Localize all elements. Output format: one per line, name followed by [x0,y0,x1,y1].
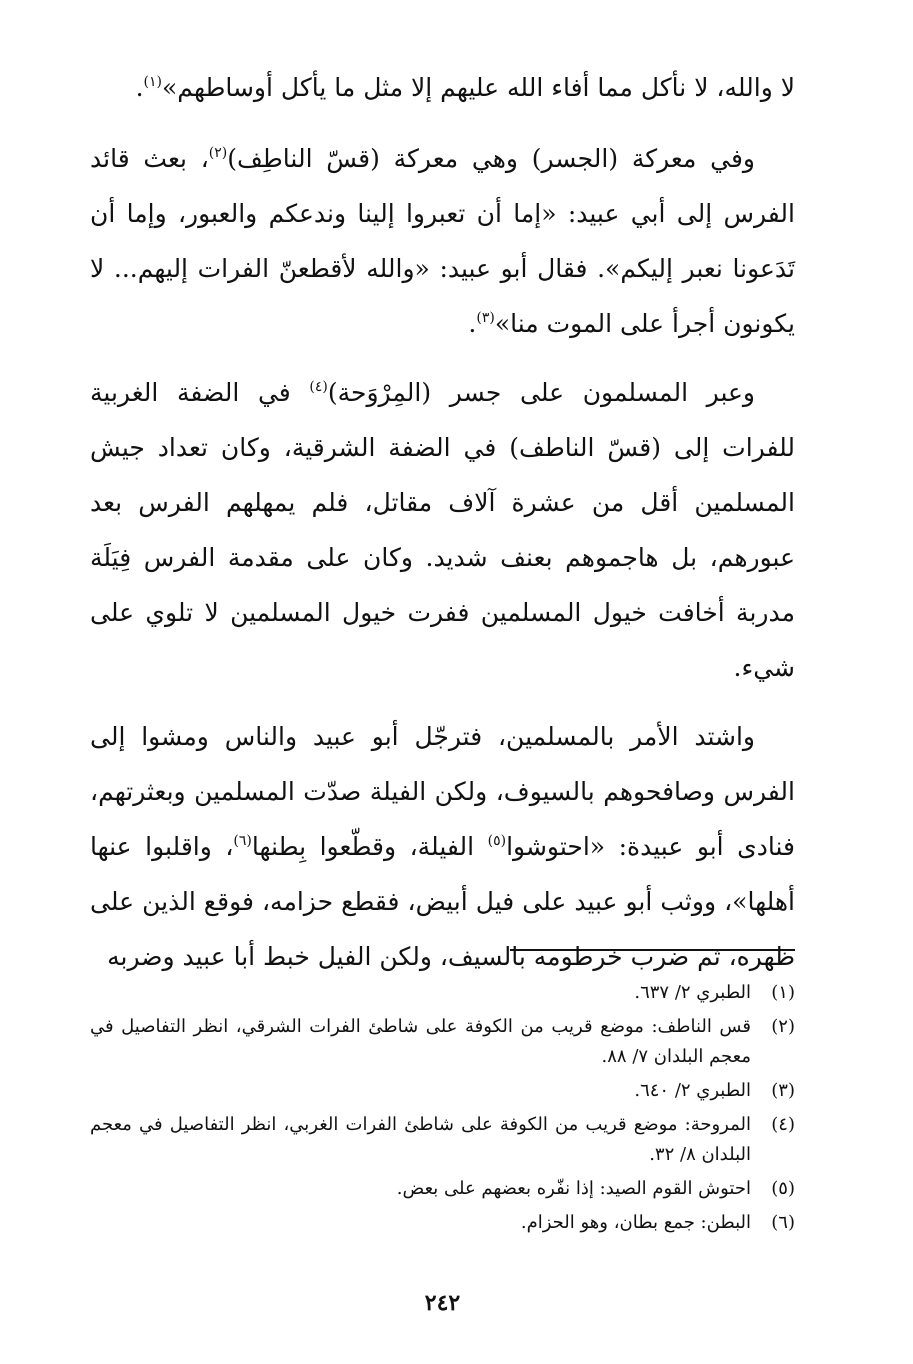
footnote-ref: (٤) [309,379,328,395]
book-page [90,60,795,1364]
footnote-number: (٦) [771,1212,795,1233]
paragraph-4 [90,709,795,984]
footnote-ref: (٥) [487,833,507,849]
footnote-text: قس الناطف: موضع قريب من الكوفة على شاطئ الفرات الشرقي، انظر التفاصيل في معجم البلدان ٧/ ٨٨. [90,1016,751,1067]
footnote-text: البطن: جمع بطان، وهو الحزام. [520,1212,751,1233]
footnote-number: (١) [771,982,795,1003]
footnote-item [90,1076,795,1106]
footnote-text: احتوش القوم الصيد: إذا نفّره بعضهم على بعض. [396,1178,751,1199]
paragraph-3 [90,365,795,695]
paragraph-1 [90,60,795,115]
footnote-item [90,1110,795,1170]
footnote-number: (٤) [771,1114,795,1135]
footnote-item [90,1012,795,1072]
footnote-number: (٢) [771,1016,795,1037]
text-run: . [135,73,144,102]
footnote-separator [510,949,795,951]
footnotes [90,978,795,1242]
footnote-ref: (١) [143,74,163,90]
page-number: ٢٤٢ [424,1290,461,1316]
footnote-number: (٥) [771,1178,795,1199]
text-run: الفيلة، وقطّعوا بِطنها [251,832,488,861]
footnote-ref: (٢) [208,145,228,161]
text-run: ، بعث قائد الفرس إلى أبي عبيد: «إما أن تعبروا إلينا وندعكم والعبور، وإما أن تَدَعونا نعبر إليكم». فقال أبو عبيد: «والله لأقطعنّ الفرات إليهم... لا يكونون أجرأ على الموت منا» [90,144,795,338]
footnote-item [90,1208,795,1238]
text-run: في الضفة الغربية للفرات إلى (قسّ الناطف) في الضفة الشرقية، وكان تعداد جيش المسلمين أقل من عشرة آلاف مقاتل، فلم يمهلهم الفرس بعد عبورهم، بل هاجموهم بعنف شديد. وكان على مقدمة الفرس فِيَلَة مدربة أخافت خيول المسلمين ففرت خيول المسلمين لا تلوي على شيء. [90,378,795,682]
footnote-text: الطبري ٢/ ٦٤٠. [634,1080,751,1101]
text-run: . [468,309,477,338]
footnote-number: (٣) [771,1080,795,1101]
paragraph-2 [90,131,795,351]
footnote-ref: (٦) [233,833,252,849]
footnote-ref: (٣) [476,310,495,326]
footnote-text: المروحة: موضع قريب من الكوفة على شاطئ الفرات الغربي، انظر التفاصيل في معجم البلدان ٨/ ٣٢. [90,1114,751,1165]
text-run: لا والله، لا نأكل مما أفاء الله عليهم إلا مثل ما يأكل أوساطهم» [162,73,795,102]
text-run: ، واقلبوا عنها أهلها»، ووثب أبو عبيد على فيل أبيض، فقطع حزامه، فوقع الذين على ظهره، ثم ضرب خرطومه بالسيف، ولكن الفيل خبط أبا عبيد وضربه [90,832,795,971]
main-text [90,60,795,984]
footnote-item [90,1174,795,1204]
footnote-text: الطبري ٢/ ٦٣٧. [634,982,751,1003]
text-run: واشتد الأمر بالمسلمين، فترجّل أبو عبيد والناس ومشوا إلى الفرس وصافحوهم بالسيوف، ولكن الفيلة صدّت المسلمين وبعثرتهم، فنادى أبو عبيدة: «احتوشوا [90,722,795,861]
footnote-item [90,978,795,1008]
text-run: وعبر المسلمون على جسر (المِرْوَحة) [327,378,756,407]
text-run: وفي معركة (الجسر) وهي معركة (قسّ الناطِف) [227,144,755,173]
